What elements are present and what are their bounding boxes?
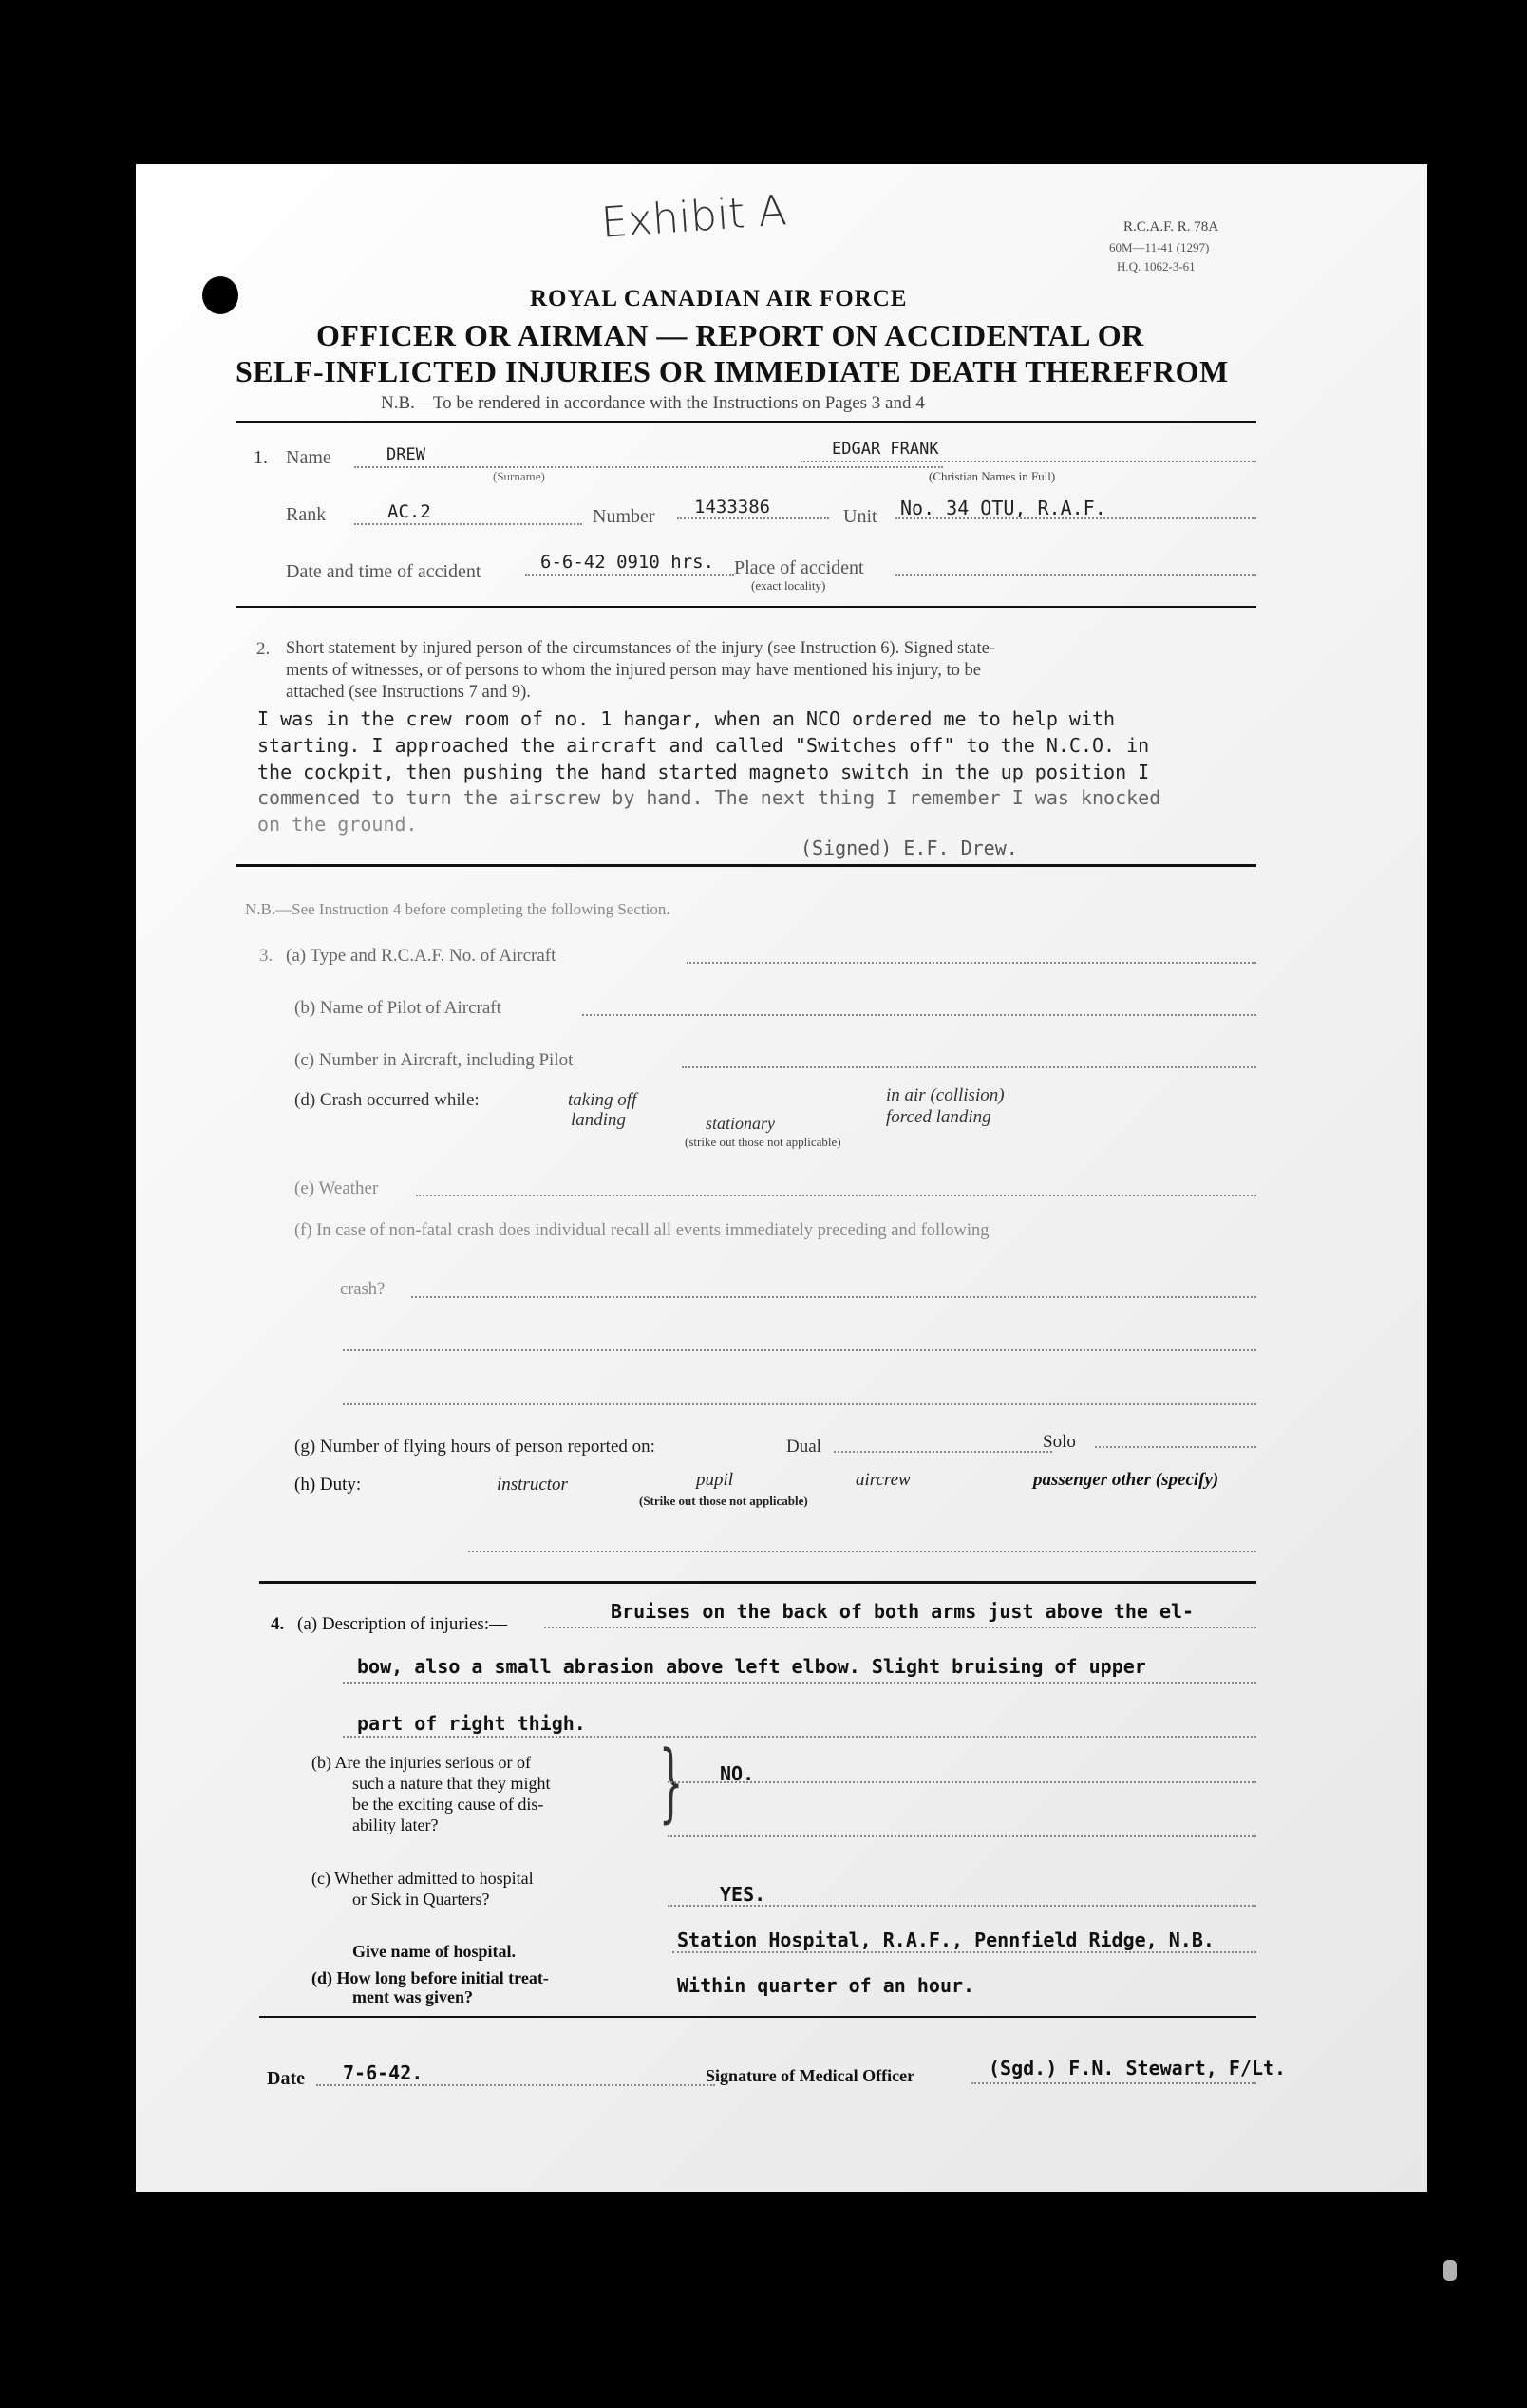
section4-rule (259, 2016, 1256, 2018)
place-caption: (exact locality) (751, 578, 826, 593)
punch-hole (202, 276, 238, 314)
serious-brace: } (658, 1733, 684, 1833)
solo-line (1095, 1446, 1256, 1448)
rank-line (354, 523, 582, 525)
admitted-answer: YES. (720, 1883, 766, 1906)
surname-caption: (Surname) (493, 469, 545, 483)
admitted-line (668, 1905, 1256, 1907)
date-time-label: Date and time of accident (286, 561, 481, 582)
weather-label: (e) Weather (294, 1178, 379, 1198)
signature-line (971, 2082, 1256, 2084)
recall-line3 (343, 1403, 1256, 1405)
section2-instructions-line3: attached (see Instructions 7 and 9). (286, 683, 531, 702)
injuries-line1-rule (544, 1627, 1256, 1628)
aircraft-type-label: (a) Type and R.C.A.F. No. of Aircraft (286, 946, 556, 966)
statement-line3: the cockpit, then pushing the hand started magneto switch in the up position I (257, 761, 1150, 783)
serious-line1 (668, 1781, 1256, 1783)
section2-rule (236, 864, 1256, 867)
form-title-line1: OFFICER OR AIRMAN — REPORT ON ACCIDENTAL OR (316, 318, 1144, 352)
christian-names-caption: (Christian Names in Full) (929, 469, 1056, 483)
crash-strike-note: (strike out those not applicable) (685, 1135, 841, 1149)
injuries-line2-rule (343, 1682, 1256, 1684)
number-line (677, 517, 829, 519)
duty-instructor: instructor (497, 1475, 568, 1495)
flying-hours-dual: Dual (786, 1437, 821, 1457)
date-time-value: 6-6-42 0910 hrs. (540, 552, 715, 573)
christian-names-line (801, 461, 1256, 462)
section3-number: 3. (259, 946, 273, 966)
form-hq-code: H.Q. 1062-3-61 (1117, 259, 1196, 273)
recall-line2 (343, 1349, 1256, 1351)
number-value: 1433386 (694, 497, 771, 517)
treatment-time-value: Within quarter of an hour. (677, 1974, 975, 1997)
pilot-name-line (582, 1014, 1256, 1016)
section1-rule (236, 606, 1256, 608)
hospital-name-label: Give name of hospital. (352, 1942, 517, 1961)
hospital-line (672, 1951, 1256, 1953)
crash-occurred-label: (d) Crash occurred while: (294, 1090, 480, 1110)
surname-line (354, 466, 943, 468)
crash-stationary: stationary (706, 1114, 776, 1133)
weather-line (416, 1195, 1256, 1196)
aircraft-count-line (682, 1066, 1256, 1068)
crash-forced-landing: forced landing (886, 1107, 991, 1127)
medical-officer-signature-label: Signature of Medical Officer (706, 2066, 915, 2085)
serious-label-1: (b) Are the injuries serious or of (311, 1753, 531, 1772)
form-print-code: 60M—11-41 (1297) (1109, 240, 1210, 254)
christian-names-value: EDGAR FRANK (832, 440, 939, 459)
footer-date-line (316, 2084, 715, 2086)
crash-taking-off: taking off (568, 1090, 637, 1110)
flying-hours-label: (g) Number of flying hours of person reported on: (294, 1437, 655, 1457)
statement-signature: (Signed) E.F. Drew. (801, 837, 1018, 859)
crash-in-air: in air (collision) (886, 1085, 1005, 1105)
place-label: Place of accident (734, 557, 864, 578)
admitted-label-1: (c) Whether admitted to hospital (311, 1869, 534, 1888)
treatment-time-label-1: (d) How long before initial treat- (311, 1968, 549, 1987)
section1-number: 1. (254, 447, 268, 468)
section4-number: 4. (271, 1614, 285, 1634)
section2-instructions-line2: ments of witnesses, or of persons to whom the injured person may have mentioned his injury, to be (286, 661, 981, 680)
statement-line2: starting. I approached the aircraft and called "Switches off" to the N.C.O. in (257, 734, 1150, 757)
form-code: R.C.A.F. R. 78A (1123, 219, 1219, 235)
serious-label-2: such a nature that they might (352, 1774, 551, 1793)
instructions-note: N.B.—To be rendered in accordance with the Instructions on Pages 3 and 4 (381, 393, 925, 413)
admitted-label-2: or Sick in Quarters? (352, 1890, 490, 1909)
unit-label: Unit (843, 506, 877, 527)
injuries-line2: bow, also a small abrasion above left elbow. Slight bruising of upper (357, 1655, 1146, 1678)
scan-artifact (1443, 2260, 1457, 2281)
form-title-line2: SELF-INFLICTED INJURIES OR IMMEDIATE DEATH THEREFROM (236, 354, 1229, 388)
duty-strike-note: (Strike out those not applicable) (639, 1494, 808, 1508)
duty-line (468, 1551, 1256, 1552)
injuries-line3: part of right thigh. (357, 1712, 586, 1735)
statement-line5: on the ground. (257, 813, 418, 836)
serious-label-3: be the exciting cause of dis- (352, 1795, 544, 1814)
recall-events-label-2: crash? (340, 1280, 386, 1299)
aircraft-type-line (687, 962, 1256, 964)
section3-note: N.B.—See Instruction 4 before completing the following Section. (245, 900, 670, 918)
duty-passenger-other: passenger other (specify) (1033, 1470, 1219, 1490)
serious-label-4: ability later? (352, 1815, 439, 1834)
duty-label: (h) Duty: (294, 1475, 362, 1495)
crash-landing: landing (571, 1110, 627, 1130)
date-time-line (525, 574, 734, 576)
unit-value: No. 34 OTU, R.A.F. (900, 497, 1106, 519)
serious-line2 (668, 1835, 1256, 1837)
aircraft-count-label: (c) Number in Aircraft, including Pilot (294, 1050, 574, 1070)
footer-date-label: Date (267, 2068, 305, 2089)
serious-answer: NO. (720, 1762, 755, 1785)
treatment-time-label-2: ment was given? (352, 1987, 473, 2006)
recall-line1 (411, 1296, 1256, 1298)
header-rule (236, 421, 1256, 423)
injuries-line3-rule (343, 1736, 1256, 1738)
flying-hours-solo: Solo (1043, 1432, 1076, 1452)
injuries-description-label: (a) Description of injuries:— (297, 1614, 508, 1634)
rank-label: Rank (286, 504, 327, 525)
medical-officer-signature: (Sgd.) F.N. Stewart, F/Lt. (989, 2057, 1287, 2079)
footer-date-value: 7-6-42. (343, 2061, 424, 2084)
dual-line (834, 1451, 1052, 1453)
name-label: Name (286, 447, 331, 468)
hospital-name-value: Station Hospital, R.A.F., Pennfield Ridge, N.B. (677, 1928, 1215, 1951)
form-page (136, 164, 1427, 2192)
unit-line (895, 517, 1256, 519)
duty-aircrew: aircrew (856, 1470, 911, 1490)
rank-value: AC.2 (387, 501, 431, 522)
surname-value: DREW (386, 445, 425, 464)
org-name: ROYAL CANADIAN AIR FORCE (530, 286, 908, 311)
recall-events-label: (f) In case of non-fatal crash does individual recall all events immediately preceding and following (294, 1221, 990, 1240)
exhibit-annotation: Exhibit A (599, 186, 788, 248)
statement-line1: I was in the crew room of no. 1 hangar, when an NCO ordered me to help with (257, 707, 1116, 730)
number-label: Number (593, 506, 655, 527)
duty-pupil: pupil (696, 1470, 734, 1490)
pilot-name-label: (b) Name of Pilot of Aircraft (294, 998, 501, 1018)
injuries-line1: Bruises on the back of both arms just above the el- (611, 1600, 1195, 1623)
place-line (895, 574, 1256, 576)
section3-rule (259, 1581, 1256, 1584)
statement-line4: commenced to turn the airscrew by hand. The next thing I remember I was knocked (257, 786, 1161, 809)
section2-number: 2. (256, 639, 271, 659)
section2-instructions-line1: Short statement by injured person of the circumstances of the injury (see Instruction 6). Signed state- (286, 639, 996, 658)
